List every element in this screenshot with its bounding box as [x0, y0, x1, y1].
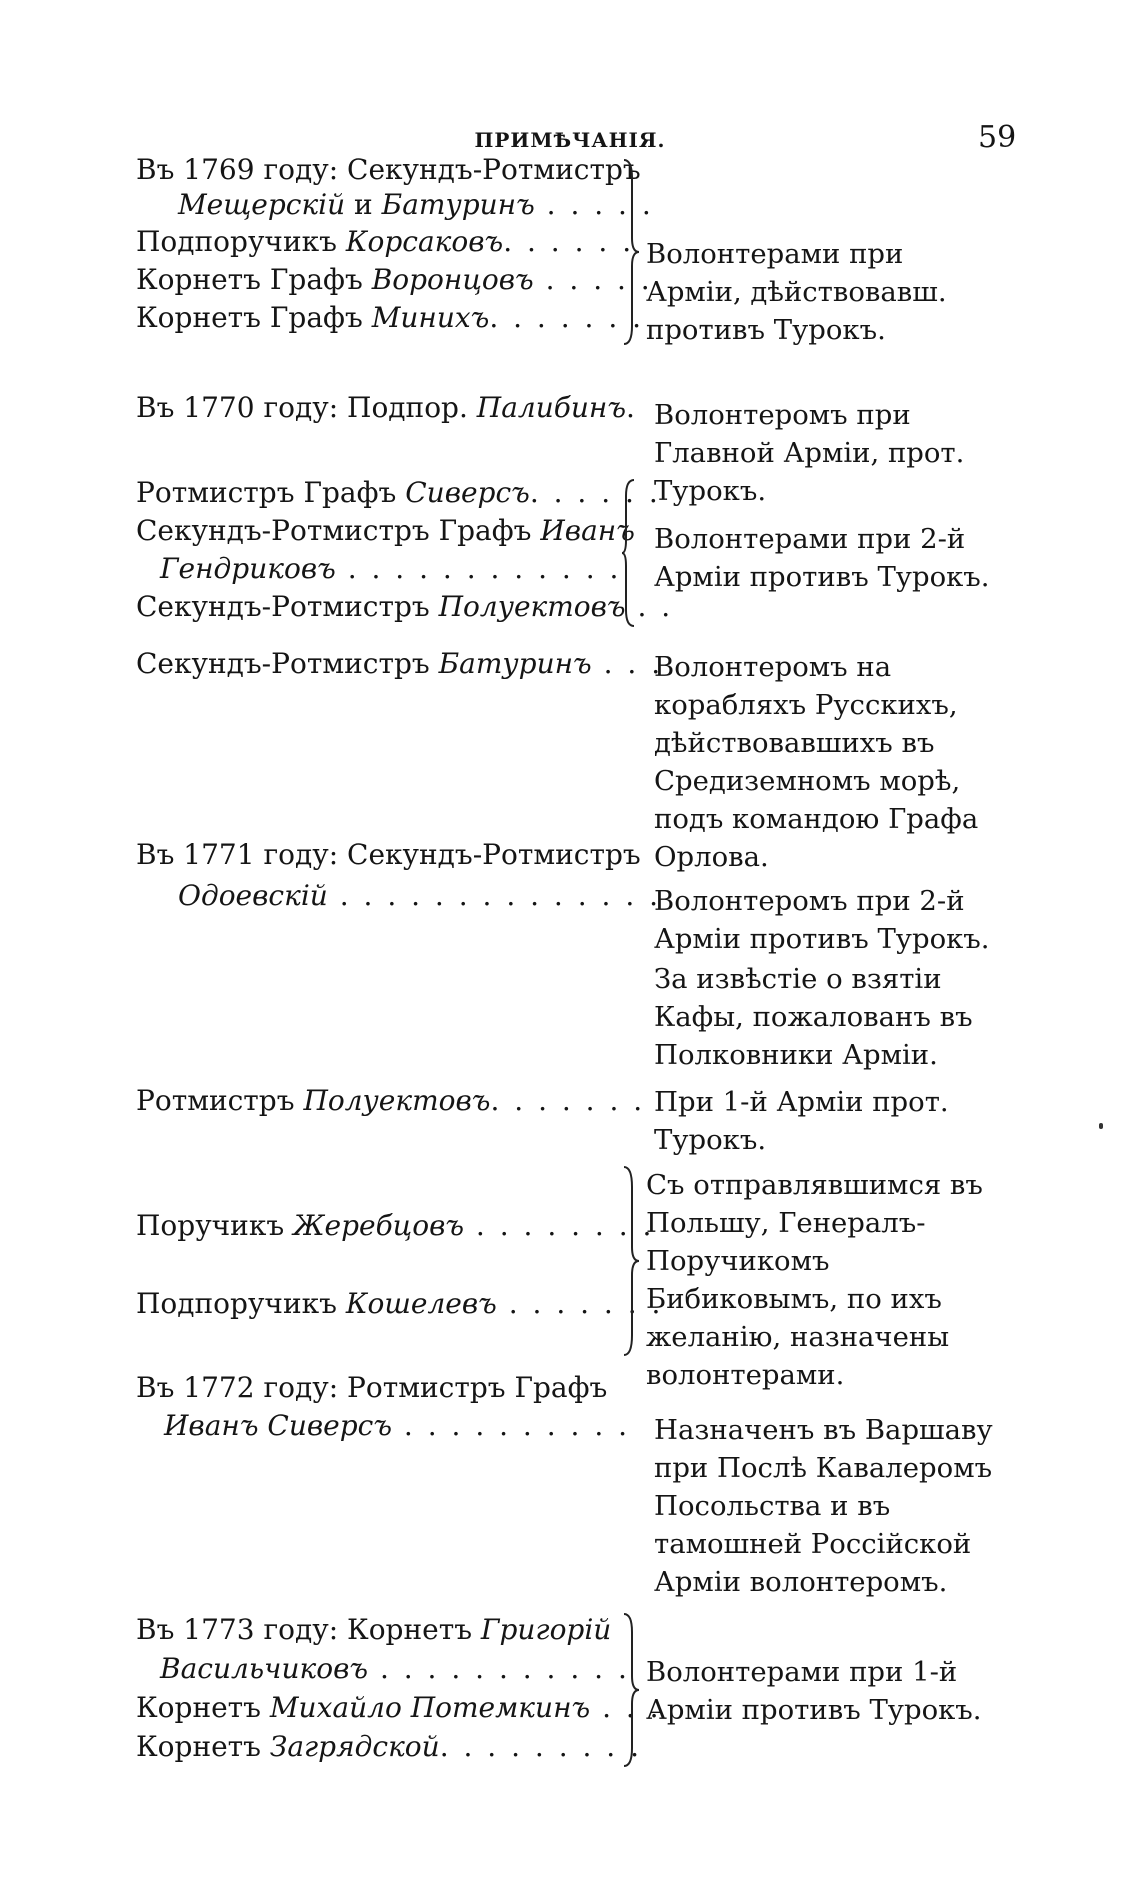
entry-note: Назначенъ въ Варшаву при Послѣ Кавалеромъ Посольства и въ тамошней Россійской Арміи волонтеромъ. [654, 1414, 993, 1598]
running-head: ПРИМѢЧАНІЯ. [474, 128, 666, 152]
entry-note: Волонтеромъ при Главной Арміи, прот. Турокъ. [654, 399, 965, 507]
entry-note: Съ отправлявшимся въ Польшу, Генералъ-Поручикомъ Бибиковымъ, по ихъ желанію, назначены волонтерами. [646, 1169, 983, 1391]
entry-line: Секундъ-Ротмистръ Батуринъ . . . [136, 647, 664, 680]
entry-line: Иванъ Сиверсъ . . . . . . . . . . [164, 1409, 631, 1442]
entry-note: Волонтеромъ при 2-й Арміи противъ Турокъ. [654, 885, 990, 955]
curly-brace [622, 158, 640, 346]
entry-line: Корнетъ Загрядской. . . . . . . . . [136, 1730, 642, 1763]
entry-line: Въ 1772 году: Ротмистръ Графъ [136, 1371, 608, 1404]
print-speck [1099, 1123, 1103, 1129]
entry-line: Мещерскій и Батуринъ . . . . . [178, 188, 654, 221]
curly-brace [622, 1165, 640, 1357]
entry-line: Корнетъ Михайло Потемкинъ . . . [136, 1691, 662, 1724]
entry-line: Ротмистръ Полуектовъ. . . . . . . [136, 1084, 646, 1117]
entry-line: Корнетъ Графъ Минихъ. . . . . . . [136, 301, 645, 334]
entry-line: Въ 1769 году: Секундъ-Ротмистръ [136, 153, 641, 186]
entry-note: При 1-й Арміи прот. Турокъ. [654, 1086, 949, 1156]
entry-line: Секундъ-Ротмистръ Графъ Иванъ [136, 514, 635, 547]
entry-line: Въ 1771 году: Секундъ-Ротмистръ [136, 838, 641, 871]
entry-line: Секундъ-Ротмистръ Полуектовъ . . [136, 590, 674, 623]
entry-line: Въ 1773 году: Корнетъ Григорій [136, 1613, 612, 1646]
entry-note: Волонтерами при 2-й Арміи противъ Турокъ. [654, 523, 990, 593]
entry-note: Волонтерами при 1-й Арміи противъ Турокъ. [646, 1656, 982, 1726]
entry-line: Поручикъ Жеребцовъ . . . . . . . . [136, 1209, 655, 1242]
curly-brace [622, 1612, 640, 1768]
page-number: 59 [978, 120, 1017, 155]
entry-line: Одоевскій . . . . . . . . . . . . . . [178, 879, 662, 912]
entry-line: Подпоручикъ Кошелевъ . . . . . . . [136, 1287, 664, 1320]
entry-note-2: За извѣстіе о взятіи Кафы, пожалованъ въ Полковники Арміи. [654, 963, 973, 1071]
entry-line: Гендриковъ . . . . . . . . . . . . [160, 552, 622, 585]
entry-line: Корнетъ Графъ Воронцовъ . . . . . [136, 263, 653, 296]
curly-brace [622, 478, 640, 628]
entry-note: Волонтеромъ на корабляхъ Русскихъ, дѣйствовавшихъ въ Средиземномъ морѣ, подъ командою Графа Орлова. [654, 651, 979, 873]
entry-line: Васильчиковъ . . . . . . . . . . . [160, 1652, 630, 1685]
entry-line: Въ 1770 году: Подпор. Палибинъ. [136, 391, 635, 424]
entry-line: Ротмистръ Графъ Сиверсъ. . . . . . [136, 476, 661, 509]
entry-note: Волонтерами при Арміи, дѣйствовавш. противъ Турокъ. [646, 238, 947, 346]
entry-line: Подпоручикъ Корсаковъ. . . . . . [136, 225, 635, 258]
